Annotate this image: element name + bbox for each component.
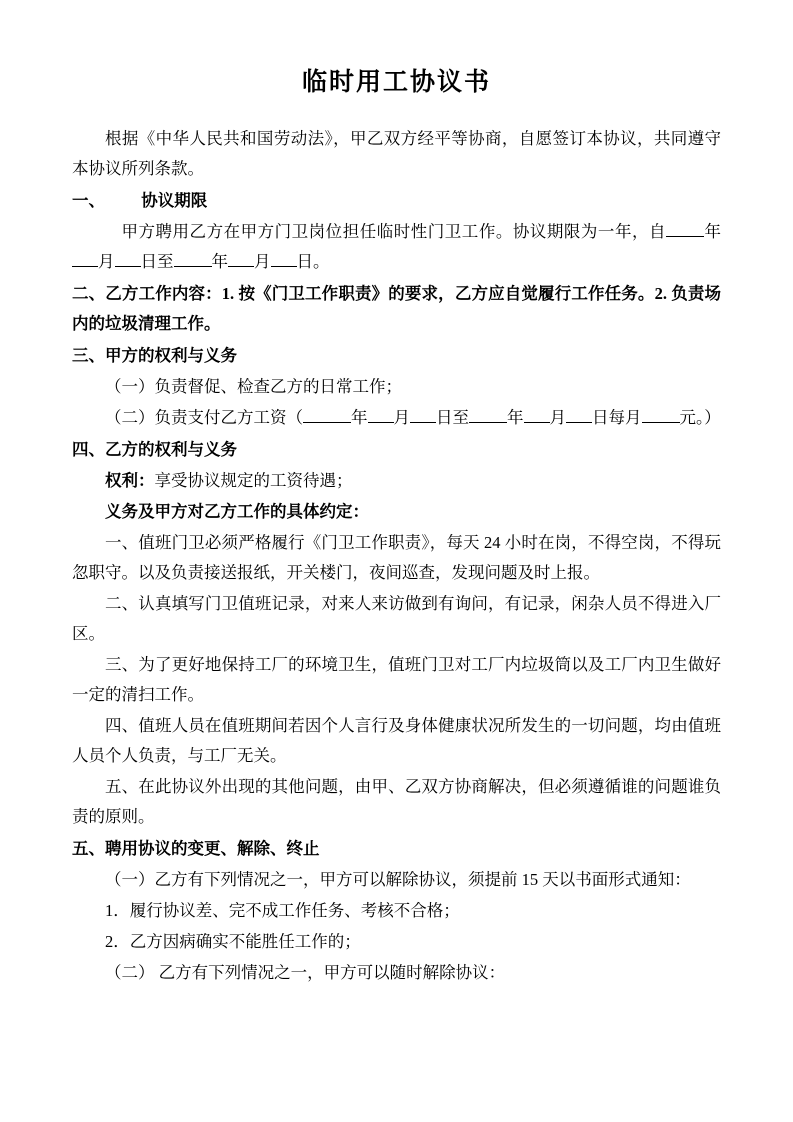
- section-5-heading: 五、聘用协议的变更、解除、终止: [72, 839, 320, 858]
- section-3-heading: 三、甲方的权利与义务: [72, 346, 237, 365]
- section-1-heading: [72, 186, 721, 216]
- section-3-text-2: 年: [351, 408, 368, 427]
- section-1-body: [72, 217, 721, 277]
- blank-start-year: [666, 236, 704, 237]
- section-3-text-4: 日至: [436, 408, 469, 427]
- section-4-rights: [72, 466, 721, 496]
- section-1-text-7: 日。: [296, 252, 330, 271]
- blank-wage-end-month: [524, 422, 550, 423]
- section-1-text-6: 月: [254, 252, 271, 271]
- section-1-number: 一、: [72, 191, 105, 210]
- section-3-text-5: 年: [507, 408, 524, 427]
- section-4-duty-4: 四、值班人员在值班期间若因个人言行及身体健康状况所发生的一切问题，均由值班人员个人负责，与工厂无关。: [72, 716, 721, 765]
- section-3-text-3: 月: [393, 408, 410, 427]
- section-5-item-2: （二） 乙方有下列情况之一，甲方可以随时解除协议：: [105, 963, 506, 982]
- section-2-heading: 二、乙方工作内容：1. 按《门卫工作职责》的要求，乙方应自觉履行工作任务。2. 负责场内的垃圾清理工作。: [72, 284, 721, 333]
- section-1-text-4: 日至: [140, 252, 174, 271]
- section-3-text-1: （二）负责支付乙方工资（: [105, 408, 303, 427]
- section-5-item-1: （一）乙方有下列情况之一，甲方可以解除协议，须提前 15 天以书面形式通知：: [105, 870, 691, 889]
- section-3-item-1: （一）负责督促、检查乙方的日常工作；: [105, 377, 402, 396]
- section-1-text-3: 月: [98, 252, 115, 271]
- section-5-sub-2: 2．乙方因病确实不能胜任工作的；: [105, 932, 361, 951]
- section-3-item-2: [72, 403, 721, 433]
- section-1-title: 协议期限: [141, 191, 208, 210]
- blank-wage-end-year: [469, 422, 507, 423]
- preamble-paragraph: 根据《中华人民共和国劳动法》，甲乙双方经平等协商，自愿签订本协议，共同遵守本协议所列条款。: [72, 129, 721, 178]
- page-title: 临时用工协议书: [301, 69, 491, 96]
- blank-start-day: [115, 266, 141, 267]
- blank-end-day: [271, 266, 297, 267]
- section-5-sub-1: 1．履行协议差、完不成工作任务、考核不合格；: [105, 901, 460, 920]
- section-4-duties-heading: 义务及甲方对乙方工作的具体约定：: [105, 502, 369, 521]
- section-4-rights-label: 权利：: [105, 471, 155, 490]
- blank-wage-start-day: [410, 422, 436, 423]
- blank-wage-amount: [642, 422, 680, 423]
- blank-end-month: [228, 266, 254, 267]
- section-4-duty-3: 三、为了更好地保持工厂的环境卫生，值班门卫对工厂内垃圾筒以及工厂内卫生做好一定的清扫工作。: [72, 655, 721, 704]
- blank-wage-end-day: [566, 422, 592, 423]
- section-4-heading: 四、乙方的权利与义务: [72, 440, 237, 459]
- section-4-rights-text: 享受协议规定的工资待遇；: [154, 471, 353, 490]
- section-1-text-2: 年: [703, 222, 721, 241]
- section-4-duty-5: 五、在此协议外出现的其他问题，由甲、乙双方协商解决，但必须遵循谁的问题谁负责的原则。: [72, 777, 721, 826]
- section-1-text-5: 年: [211, 252, 228, 271]
- blank-start-month: [72, 266, 98, 267]
- blank-end-year: [174, 266, 212, 267]
- blank-wage-start-month: [368, 422, 394, 423]
- section-3-text-8: 元。）: [679, 408, 721, 427]
- section-4-duty-2: 二、认真填写门卫值班记录，对来人来访做到有询问，有记录，闲杂人员不得进入厂区。: [72, 594, 721, 643]
- section-1-text-1: 甲方聘用乙方在甲方门卫岗位担任临时性门卫工作。协议期限为一年，自: [121, 222, 666, 241]
- section-4-duty-1: 一、值班门卫必须严格履行《门卫工作职责》，每天 24 小时在岗，不得空岗，不得玩忽职守。以及负责接送报纸，开关楼门，夜间巡查，发现问题及时上报。: [72, 533, 721, 582]
- section-3-text-7: 日每月: [592, 408, 642, 427]
- blank-wage-start-year: [303, 422, 351, 423]
- section-3-text-6: 月: [549, 408, 566, 427]
